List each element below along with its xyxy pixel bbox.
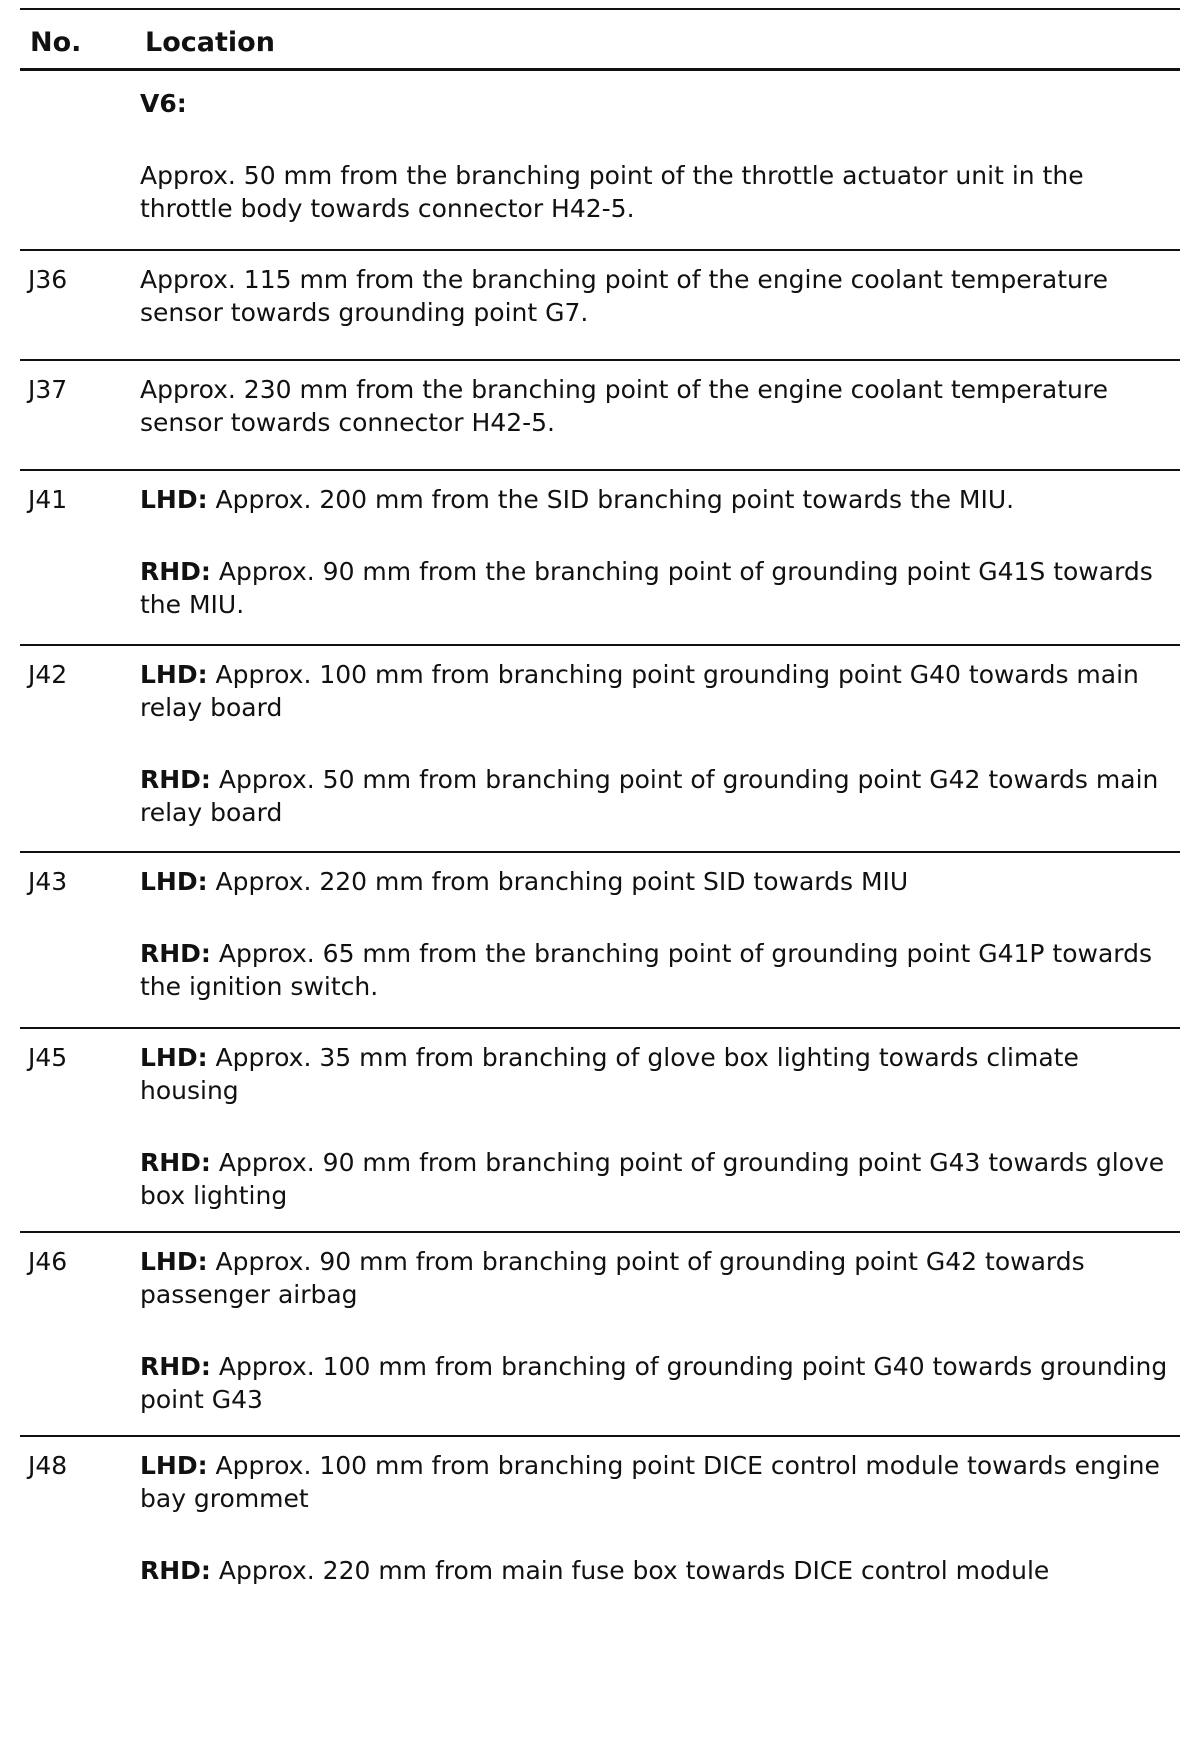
drive-side-prefix: RHD: bbox=[140, 939, 211, 968]
location-text: Approx. 220 mm from branching point SID towards MIU bbox=[207, 867, 909, 896]
drive-side-prefix: LHD: bbox=[140, 1043, 208, 1072]
drive-side-prefix: V6: bbox=[140, 89, 187, 118]
row-location bbox=[140, 1449, 1180, 1587]
row-number: J42 bbox=[28, 660, 68, 689]
location-text: Approx. 50 mm from the branching point of the throttle actuator unit in the throttle body towards connector H42-5. bbox=[140, 161, 1084, 223]
table-row bbox=[20, 361, 1180, 471]
row-location bbox=[140, 483, 1180, 621]
row-number: J36 bbox=[28, 265, 68, 294]
location-text: Approx. 90 mm from the branching point of grounding point G41S towards the MIU. bbox=[140, 557, 1153, 619]
location-paragraph bbox=[140, 763, 1180, 829]
drive-side-prefix: LHD: bbox=[140, 660, 208, 689]
drive-side-prefix: LHD: bbox=[140, 485, 208, 514]
table-row bbox=[20, 251, 1180, 361]
row-number: J46 bbox=[28, 1247, 68, 1276]
drive-side-prefix: RHD: bbox=[140, 557, 211, 586]
location-paragraph bbox=[140, 483, 1180, 516]
location-text: Approx. 50 mm from branching point of grounding point G42 towards main relay board bbox=[140, 765, 1159, 827]
drive-side-prefix: RHD: bbox=[140, 1352, 211, 1381]
location-paragraph bbox=[140, 263, 1180, 329]
location-text: Approx. 35 mm from branching of glove box lighting towards climate housing bbox=[140, 1043, 1079, 1105]
location-text: Approx. 115 mm from the branching point of the engine coolant temperature sensor towards grounding point G7. bbox=[140, 265, 1108, 327]
location-text: Approx. 220 mm from main fuse box towards DICE control module bbox=[210, 1556, 1050, 1585]
drive-side-prefix: LHD: bbox=[140, 1247, 208, 1276]
table-body bbox=[20, 71, 1180, 1597]
location-paragraph bbox=[140, 1146, 1180, 1212]
location-text: Approx. 100 mm from branching of grounding point G40 towards grounding point G43 bbox=[140, 1352, 1168, 1414]
location-paragraph bbox=[140, 865, 1180, 898]
location-paragraph bbox=[140, 1245, 1180, 1311]
location-paragraph bbox=[140, 1449, 1180, 1515]
table-row bbox=[20, 1233, 1180, 1437]
location-table bbox=[20, 8, 1180, 1597]
row-number: J48 bbox=[28, 1451, 68, 1480]
location-paragraph bbox=[140, 555, 1180, 621]
location-paragraph bbox=[140, 1350, 1180, 1416]
drive-side-prefix: RHD: bbox=[140, 1148, 211, 1177]
location-paragraph bbox=[140, 373, 1180, 439]
table-row bbox=[20, 1029, 1180, 1233]
row-number: J37 bbox=[28, 375, 68, 404]
location-text: Approx. 90 mm from branching point of grounding point G42 towards passenger airbag bbox=[140, 1247, 1085, 1309]
location-text: Approx. 65 mm from the branching point of grounding point G41P towards the ignition switch. bbox=[140, 939, 1153, 1001]
row-number: J45 bbox=[28, 1043, 68, 1072]
table-row bbox=[20, 1437, 1180, 1597]
table-row bbox=[20, 853, 1180, 1029]
location-paragraph bbox=[140, 658, 1180, 724]
drive-side-prefix: LHD: bbox=[140, 867, 208, 896]
row-location bbox=[140, 373, 1180, 439]
location-text: Approx. 90 mm from branching point of grounding point G43 towards glove box lighting bbox=[140, 1148, 1165, 1210]
row-location bbox=[140, 865, 1180, 1003]
table-header bbox=[20, 10, 1180, 71]
location-paragraph bbox=[140, 937, 1180, 1003]
row-location bbox=[140, 1041, 1180, 1212]
location-paragraph bbox=[140, 87, 1180, 120]
row-number: J43 bbox=[28, 867, 68, 896]
location-text: Approx. 100 mm from branching point DICE control module towards engine bay grommet bbox=[140, 1451, 1160, 1513]
location-text: Approx. 200 mm from the SID branching point towards the MIU. bbox=[207, 485, 1015, 514]
location-paragraph bbox=[140, 1554, 1180, 1587]
drive-side-prefix: RHD: bbox=[140, 765, 211, 794]
row-location bbox=[140, 87, 1180, 225]
table-row bbox=[20, 646, 1180, 853]
location-paragraph bbox=[140, 159, 1180, 225]
row-location bbox=[140, 1245, 1180, 1416]
location-paragraph bbox=[140, 1041, 1180, 1107]
drive-side-prefix: RHD: bbox=[140, 1556, 211, 1585]
table-row bbox=[20, 71, 1180, 251]
row-location bbox=[140, 263, 1180, 329]
header-location: Location bbox=[145, 27, 275, 58]
header-no: No. bbox=[30, 27, 82, 58]
location-text: Approx. 100 mm from branching point grounding point G40 towards main relay board bbox=[140, 660, 1139, 722]
drive-side-prefix: LHD: bbox=[140, 1451, 208, 1480]
table-row bbox=[20, 471, 1180, 646]
row-number: J41 bbox=[28, 485, 68, 514]
location-text: Approx. 230 mm from the branching point of the engine coolant temperature sensor towards connector H42-5. bbox=[140, 375, 1108, 437]
row-location bbox=[140, 658, 1180, 829]
